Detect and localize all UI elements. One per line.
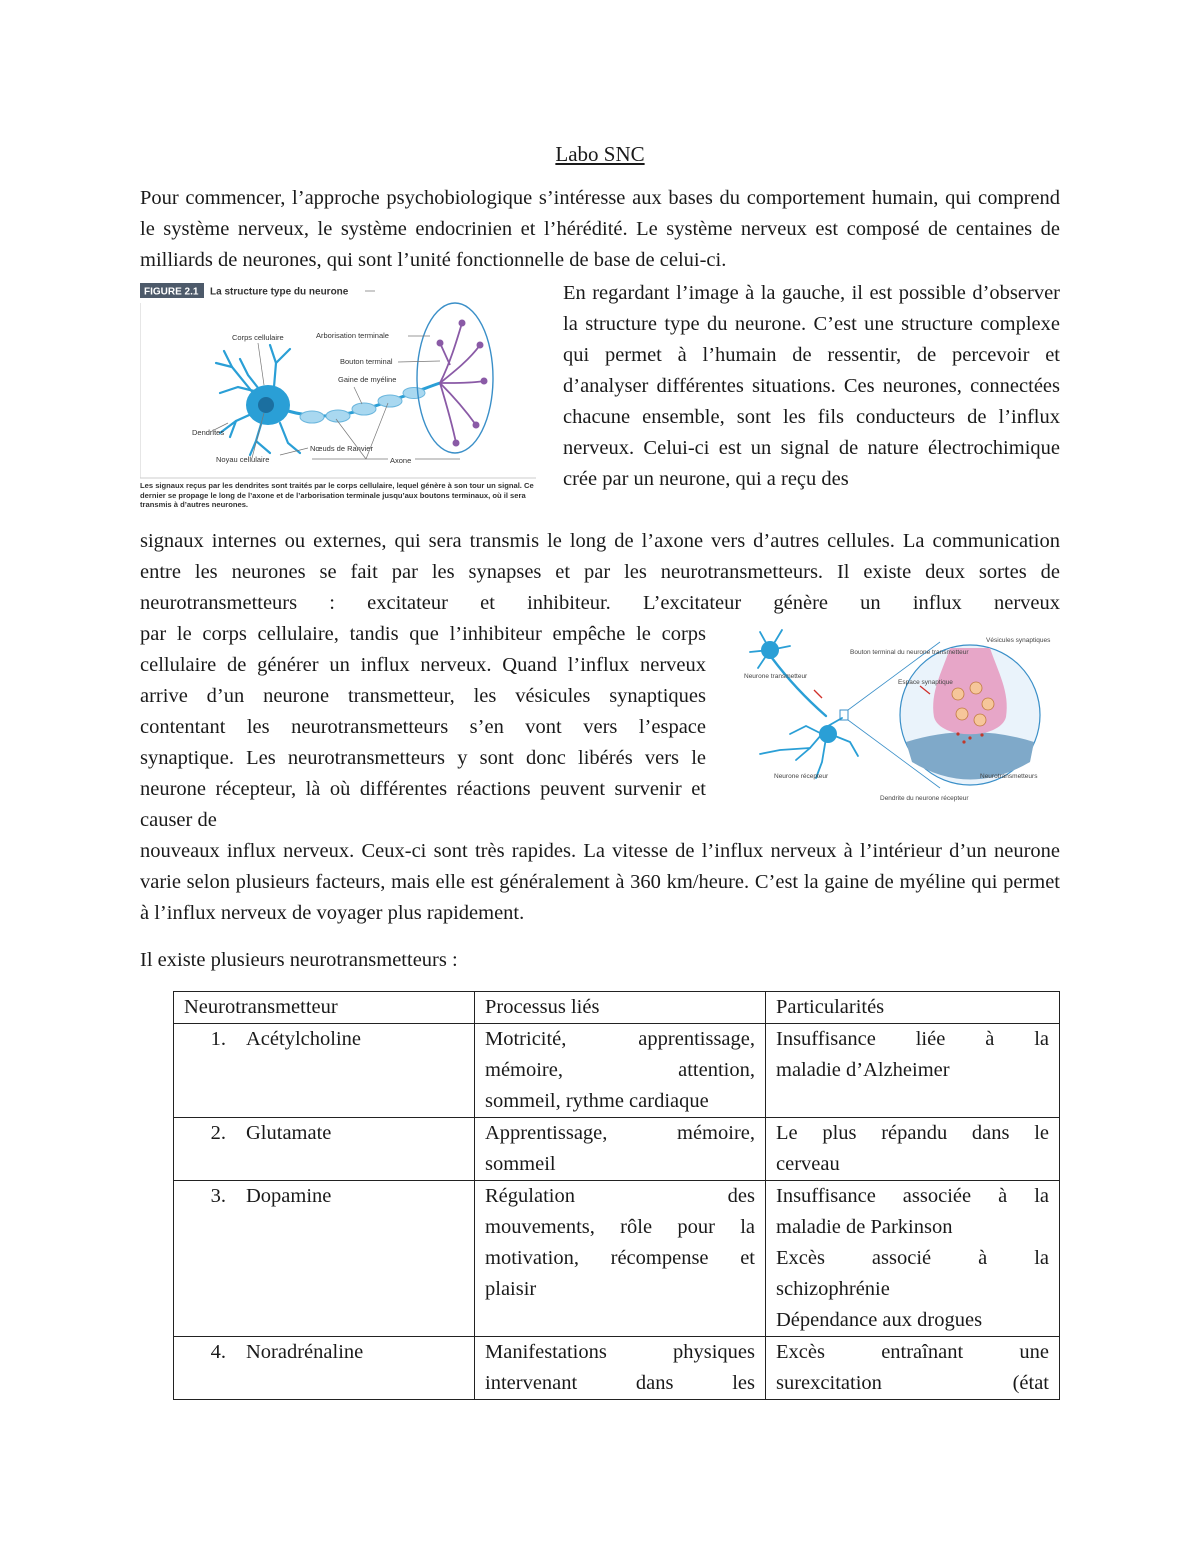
- table-cell-name: 4. Noradrénaline: [174, 1337, 475, 1400]
- table-row: [174, 1024, 1060, 1118]
- terminal-zoom-circle: [417, 303, 493, 453]
- receptor-neuron-shape: [819, 725, 837, 743]
- transmitter-neuron-shape: [761, 641, 779, 659]
- label-noyau: Noyau cellulaire: [216, 455, 270, 464]
- paragraph-intro: Pour commencer, l’approche psychobiologique s’intéresse aux bases du comportement humain, qui comprend le système nerveux, le système endocrinien et l’hérédité. Le système nerveux est composé de centaines de milliards de neurones, qui sont l’unité fonctionnelle de base de celui-ci.: [140, 187, 1060, 271]
- label-axone: Axone: [390, 456, 412, 465]
- neurotransmitters-table: [173, 991, 1060, 1400]
- label-gaine: Gaine de myéline: [338, 375, 397, 384]
- figure1-label: FIGURE 2.1: [144, 286, 199, 298]
- table-cell-particularites: Excès entraînant une surexcitation (état: [766, 1337, 1060, 1400]
- table-row: [174, 1118, 1060, 1181]
- label-bouton-transmetteur: Bouton terminal du neurone transmetteur: [850, 649, 969, 656]
- table-cell-name: 1. Acétylcholine: [174, 1024, 475, 1118]
- table-header-cell: Neurotransmetteur: [174, 992, 475, 1024]
- label-dendrites: Dendrites: [192, 428, 225, 437]
- table-cell-name: 3. Dopamine: [174, 1181, 475, 1337]
- paragraph-neuron-description: En regardant l’image à la gauche, il est possible d’observer la structure type du neurone. C’est une structure complexe qui permet à l’humain de ressentir, de percevoir et d’analyser différentes situations. Ces neurones, connectées chacune ensemble, sont les fils conducteurs de l’influx nerveux. Celui-ci est un signal de nature électrochimique crée par un neurone, qui a reçu des: [563, 282, 1060, 490]
- label-bouton-terminal: Bouton terminal: [340, 357, 393, 366]
- label-espace-synaptique: Espace synaptique: [898, 679, 953, 686]
- paragraph-speed: nouveaux influx nerveux. Ceux-ci sont très rapides. La vitesse de l’influx nerveux à l’intérieur d’un neurone varie selon plusieurs facteurs, mais elle est généralement à 360 km/heure. C’est la gaine de myéline qui permet à l’influx nerveux de voyager plus rapidement.: [140, 840, 1060, 924]
- table-cell-particularites: Insuffisance liée à la maladie d’Alzheimer: [766, 1024, 1060, 1118]
- label-vesicules: Vésicules synaptiques: [986, 637, 1051, 644]
- label-neurotransmetteurs: Neurotransmetteurs: [980, 773, 1038, 780]
- nucleus-shape: [258, 397, 274, 413]
- label-arborisation: Arborisation terminale: [316, 331, 389, 340]
- figure-neuron-structure: [140, 283, 536, 513]
- table-row: [174, 1181, 1060, 1337]
- figure1-caption: Les signaux reçus par les dendrites sont traités par le corps cellulaire, lequel génère à son tour un signal. Ce dernier se propage le long de l’axone et de l’arborisation terminale jusqu’aux boutons terminaux, où il sera transmis à d’autres neurones.: [140, 481, 534, 510]
- label-neurone-transmetteur: Neurone transmetteur: [744, 673, 808, 680]
- label-dendrite-recepteur: Dendrite du neurone récepteur: [880, 795, 969, 802]
- paragraph-synapses: signaux internes ou externes, qui sera transmis le long de l’axone vers d’autres cellules. La communication entre les neurones se fait par les synapses et par les neurotransmetteurs. Il existe deux sortes de neurotransmetteurs : excitateur et inhibiteur. L’excitateur génère un influx nerveux: [140, 530, 1060, 614]
- table-row: [174, 1337, 1060, 1400]
- label-ranvier: Nœuds de Ranvier: [310, 444, 373, 453]
- paragraph-table-intro: Il existe plusieurs neurotransmetteurs :: [140, 949, 458, 971]
- table-cell-name: 2. Glutamate: [174, 1118, 475, 1181]
- table-cell-particularites: Insuffisance associée à la maladie de Parkinson Excès associé à la schizophrénie Dépendance aux drogues: [766, 1181, 1060, 1337]
- paragraph-neurotransmitters-action: par le corps cellulaire, tandis que l’inhibiteur empêche le corps cellulaire de générer un influx nerveux. Quand l’influx nerveux arrive d’un neurone transmetteur, les vésicules synaptiques contentant les neurotransmetteurs s’en vont vers l’espace synaptique. Les neurotransmetteurs y sont donc libérés vers le neurone récepteur, là où différentes réactions peuvent survenir et causer de: [140, 623, 706, 831]
- figure-synapse: [730, 622, 1060, 808]
- table-cell-particularites: Le plus répandu dans le cerveau: [766, 1118, 1060, 1181]
- table-header-cell: Particularités: [766, 992, 1060, 1024]
- label-neurone-recepteur: Neurone récepteur: [774, 773, 829, 780]
- table-cell-processus: Régulation des mouvements, rôle pour la motivation, récompense et plaisir: [475, 1181, 766, 1337]
- table-cell-processus: Apprentissage, mémoire, sommeil: [475, 1118, 766, 1181]
- table-header-cell: Processus liés: [475, 992, 766, 1024]
- figure1-title: La structure type du neurone: [210, 286, 349, 298]
- table-header-row: [174, 992, 1060, 1024]
- label-corps-cellulaire: Corps cellulaire: [232, 333, 284, 342]
- table-cell-processus: Manifestations physiques intervenant dans les: [475, 1337, 766, 1400]
- document-title: Labo SNC: [555, 142, 645, 166]
- table-cell-processus: Motricité, apprentissage, mémoire, attention, sommeil, rythme cardiaque: [475, 1024, 766, 1118]
